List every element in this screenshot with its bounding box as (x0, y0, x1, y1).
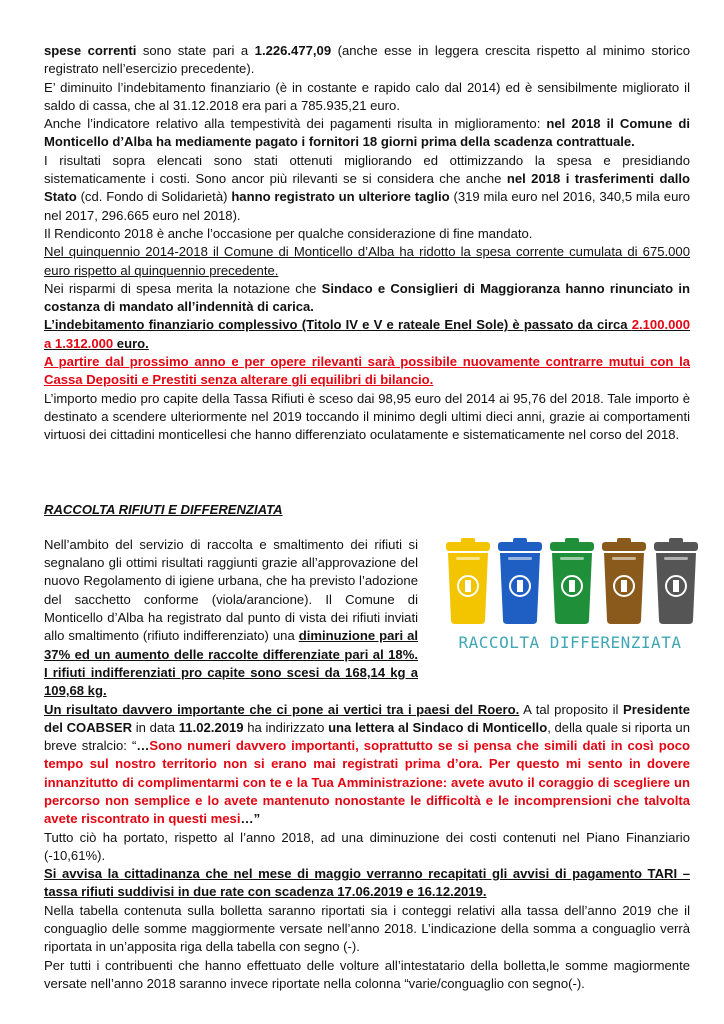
paragraph-quinquennio: Nel quinquennio 2014-2018 il Comune di Monticello d’Alba ha ridotto la spesa corrente cumulata di 675.000 euro rispetto al quinquennio precedente. (44, 244, 690, 278)
letter-quote: Sono numeri davvero importanti, soprattutto se si pensa che simili dati in così poco tempo sul nostro territorio non si erano mai registrati prima d’ora. Per questo mi sento in dovere innanzitutto di complimentarmi con te e la Tua Amministrazione: avete avuto il coraggio di scegliere un percorso non semplice e lo avete mantenuto nonostante le difficoltà e le incomprensioni che talvolta avete riscontrato in questi mesi (44, 738, 690, 827)
section-title: RACCOLTA RIFIUTI E DIFFERENZIATA (44, 501, 283, 517)
paragraph-risultati: I risultati sopra elencati sono stati ottenuti migliorando ed ottimizzando la spesa e presidiando sistematicamente i costi. Sono ancor più rilevanti se si considera che anche nel 2018 i trasferimenti dallo Stato (cd. Fondo di Solidarietà) hanno registrato un ulteriore taglio (319 mila euro nel 2016, 340,5 mila euro nel 2017, 296.665 euro nel 2018). (44, 152, 690, 223)
paragraph-tempestivita: Anche l’indicatore relativo alla tempestività dei pagamenti risulta in miglioramento: nel 2018 il Comune di Monticello d’Alba ha mediamente pagato i fornitori 18 giorni prima della scadenza contrattuale. (44, 116, 690, 150)
paragraph-piano-finanziario: Tutto ciò ha portato, rispetto al l’anno 2018, ad una diminuzione dei costi contenuti nel Piano Finanziario (-10,61%). (44, 829, 690, 863)
paragraph-indebitamento-complessivo: L’indebitamento finanziario complessivo (Titolo IV e V e rateale Enel Sole) è passato da circa 2.100.000 a 1.312.000 euro. (44, 317, 690, 351)
debt-range: 2.100.000 a 1.312.000 (44, 317, 690, 351)
paragraph-avviso-tari: Si avvisa la cittadinanza che nel mese di maggio verranno recapitati gli avvisi di pagamento TARI – tassa rifiuti suddivisi in due rate con scadenza 17.06.2019 e 16.12.2019. (44, 866, 690, 900)
recycling-bins-illustration (440, 534, 700, 656)
recycling-bin (654, 538, 698, 624)
recycling-bin (602, 538, 646, 624)
paragraph-coabser: Un risultato davvero importante che ci pone ai vertici tra i paesi del Roero. A tal proposito il Presidente del COABSER in data 11.02.2019 ha indirizzato una lettera al Sindaco di Monticello, della quale si riporta un breve stralcio: “…Sono numeri davvero importanti, soprattutto se si pensa che simili dati in così poco tempo sul nostro territorio non si erano mai registrati prima d’ora. Per questo mi sento in dovere innanzitutto di complimentarmi con te e la Tua Amministrazione: avete avuto il coraggio di scegliere un percorso non semplice e lo avete mantenuto nonostante le difficoltà e le incomprensioni che talvolta avete riscontrato in questi mesi…” (44, 701, 690, 827)
bins-caption: RACCOLTA DIFFERENZIATA (458, 632, 682, 652)
spacer (44, 445, 690, 501)
bottle-icon (465, 580, 471, 592)
paragraph-bolletta: Nella tabella contenuta sulla bolletta saranno riportati sia i conteggi relativi alla tassa dell’anno 2019 che il conguaglio delle somme maggiormente versate nell’anno 2018. L’indicazione della somma a conguaglio verrà riportata in un’apposita riga della tabella con segno (-). (44, 902, 690, 955)
paragraph-regolamento: Nell’ambito del servizio di raccolta e smaltimento dei rifiuti si segnalano gli ottimi risultati raggiunti grazie all’approvazione del nuovo Regolamento di igiene urbana, che ha previsto l’adozione del sacchetto conforme (viola/arancione). Il Comune di Monticello d’Alba ha registrato dal punto di vista dei rifiuti inviati allo smaltimento (rifiuto indifferenziato) una diminuzione pari al 37% ed un aumento delle raccolte differenziate pari al 18%. I rifiuti indifferenziati pro capite sono scesi da 168,14 kg a 109,68 kg. (44, 536, 418, 699)
glass-icon (569, 580, 575, 592)
recycling-bin (498, 538, 542, 624)
document-body (44, 42, 690, 993)
paper-icon (517, 580, 523, 592)
paragraph-volture: Per tutti i contribuenti che hanno effettuato delle volture all’intestatario della bolletta,le somme magiormente versate nell’anno 2018 saranno invece riportate nella colonna “varie/conguaglio con segno(-). (44, 957, 690, 991)
paragraph-tassa-rifiuti: L’importo medio pro capite della Tassa Rifiuti è sceso dai 98,95 euro del 2014 ai 95,76 del 2018. Tale importo è destinato a scendere ulteriormente nel 2019 toccando il minimo degli ultimi dieci anni, grazie ai comportamenti virtuosi dei cittadini monticellesi che hanno differenziato oculatamente e sistematicamente nel corso del 2018. (44, 390, 690, 443)
residual-icon (673, 580, 679, 592)
recycling-bin (550, 538, 594, 624)
paragraph-mutui: A partire dal prossimo anno e per opere rilevanti sarà possibile nuovamente contrarre mutui con la Cassa Depositi e Prestiti senza alterare gli equilibri di bilancio. (44, 354, 690, 388)
organic-icon (621, 580, 627, 592)
paragraph-risparmi: Nei risparmi di spesa merita la notazione che Sindaco e Consiglieri di Maggioranza hanno rinunciato in costanza di mandato all’indennità di carica. (44, 280, 691, 315)
paragraph-rendiconto: Il Rendiconto 2018 è anche l’occasione per qualche considerazione di fine mandato. (44, 225, 533, 241)
recycling-bins-image (440, 534, 700, 656)
section-intro (44, 536, 690, 701)
recycling-bin (446, 538, 490, 624)
paragraph-spese-correnti: spese correnti sono state pari a 1.226.477,09 (anche esse in leggera crescita rispetto al minimo storico registrato nell’esercizio precedente). (44, 43, 690, 77)
paragraph-indebitamento: E’ diminuito l’indebitamento finanziario (è in costante e rapido calo dal 2014) ed è sensibilmente migliorato il saldo di cassa, che al 31.12.2018 era pari a 785.935,21 euro. (44, 79, 690, 113)
